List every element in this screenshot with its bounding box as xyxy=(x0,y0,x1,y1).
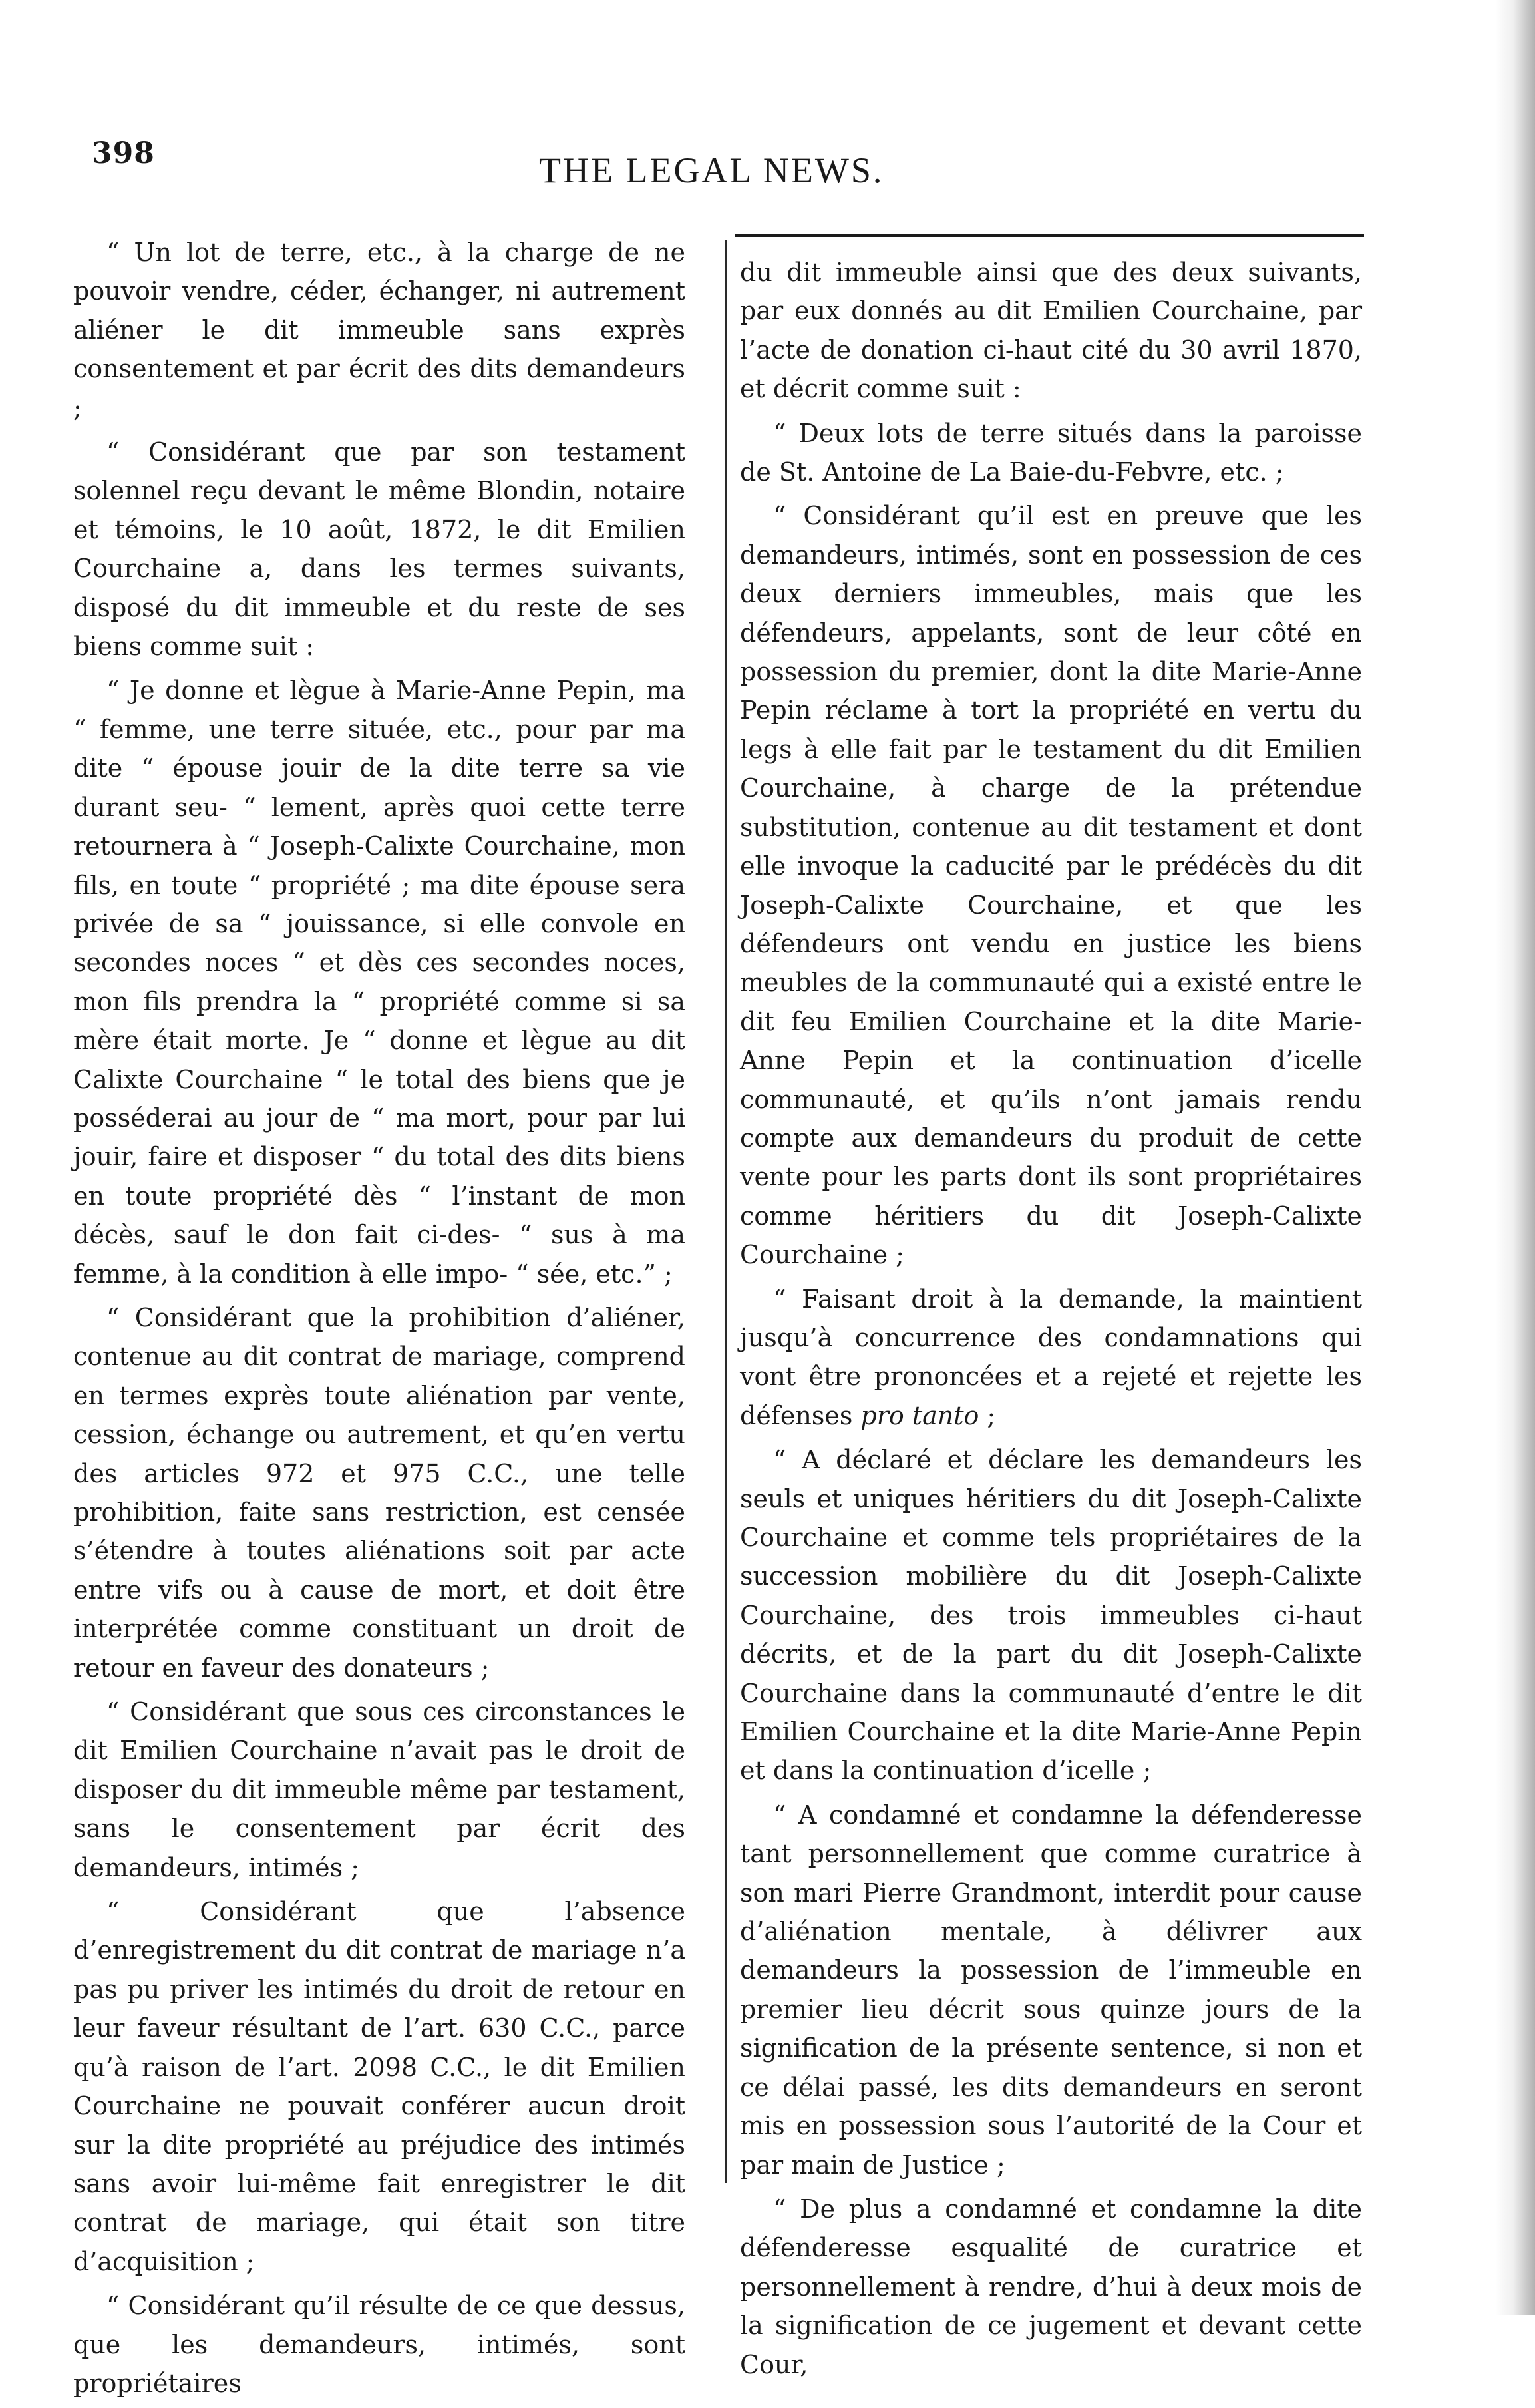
paragraph: “ A condamné et condamne la défenderesse tant personnellement que comme curatrice à son mari Pierre Grandmont, interdit pour cause d’aliénation mentale, à délivrer aux demandeurs la possession de l’immeuble en premier lieu décrit sous quinze jours de la signification de la présente sentence, si non et ce délai passé, les dits demandeurs en seront mis en possession sous l’autorité de la Cour et par main de Justice ; xyxy=(740,1800,1362,2180)
running-title: THE LEGAL NEWS. xyxy=(539,150,884,190)
paragraph: “ Considérant que la prohibition d’aliéner, contenue au dit contrat de mariage, comprend en termes exprès toute aliénation par vente, cession, échange ou autrement, et qu’en vertu des articles 972 et 975 C.C., une telle prohibition, faite sans restriction, est censée s’étendre à toutes aliénations soit par acte entre vifs ou à cause de mort, et doit être interprétée comme constituant un droit de retour en faveur des donateurs ; xyxy=(73,1303,685,1683)
paragraph: “ Considérant qu’il résulte de ce que dessus, que les demandeurs, intimés, sont propriétaires xyxy=(73,2291,685,2398)
right-column xyxy=(740,253,1362,2389)
scan-edge-shadow xyxy=(1495,0,1535,2315)
paragraph: “ Considérant qu’il est en preuve que les demandeurs, intimés, sont en possession de ces deux derniers immeubles, mais que les défendeurs, appelants, sont de leur côté en possession du premier, dont la dite Marie-Anne Pepin réclame à tort la propriété en vertu du legs à elle fait par le testament du dit Emilien Courchaine, à charge de la prétendue substitution, contenue au dit testament et dont elle invoque la caducité par le prédécès du dit Joseph-Calixte Courchaine, et que les défendeurs ont vendu en justice les biens meubles de la communauté qui a existé entre le dit feu Emilien Courchaine et la dite Marie-Anne Pepin et la continuation d’icelle communauté, et qu’ils n’ont jamais rendu compte aux demandeurs du produit de cette vente pour les parts dont ils sont propriétaires comme héritiers du dit Joseph-Calixte Courchaine ; xyxy=(740,501,1362,1270)
paragraph: “ De plus a condamné et condamne la dite défenderesse esqualité de curatrice et personnellement à rendre, d’hui à deux mois de la signification de ce jugement et devant cette Cour, xyxy=(740,2194,1362,2379)
paragraph: “ A déclaré et déclare les demandeurs les seuls et uniques héritiers du dit Joseph-Calixte Courchaine et comme tels propriétaires de la succession mobilière du dit Joseph-Calixte Courchaine, des trois immeubles ci-haut décrits, et de la part du dit Joseph-Calixte Courchaine dans la communauté d’entre le dit Emilien Courchaine et la dite Marie-Anne Pepin et dans la continuation d’icelle ; xyxy=(740,1445,1362,1786)
left-column xyxy=(73,233,685,2408)
continued-paragraph: du dit immeuble ainsi que des deux suivants, par eux donnés au dit Emilien Courchaine, par l’acte de donation ci-haut cité du 30 avril 1870, et décrit comme suit : xyxy=(740,258,1362,404)
paragraph: “ Considérant que l’absence d’enregistrement du dit contrat de mariage n’a pas pu priver les intimés du droit de retour en leur faveur résultant de l’art. 630 C.C., parce qu’à raison de l’art. 2098 C.C., le dit Emilien Courchaine ne pouvait conférer aucun droit sur la dite propriété au préjudice des intimés sans avoir lui-même fait enregistrer le dit contrat de mariage, qui était son titre d’acquisition ; xyxy=(73,1897,685,2276)
pro-tanto-italic: pro tanto xyxy=(860,1400,979,1430)
paragraph: “ Considérant que sous ces circonstances le dit Emilien Courchaine n’avait pas le droit de disposer du dit immeuble même par testament, sans le consentement par écrit des demandeurs, intimés ; xyxy=(73,1697,685,1882)
faisant-end: ; xyxy=(979,1400,996,1430)
quoted-will-paragraph: “ Je donne et lègue à Marie-Anne Pepin, ma “ femme, une terre située, etc., pour par ma dite “ épouse jouir de la dite terre sa vie durant seu- “ lement, après quoi cette terre retournera à “ Joseph-Calixte Courchaine, mon fils, en toute “ propriété ; ma dite épouse sera privée de sa “ jouissance, si elle convole en secondes noces “ et dès ces secondes noces, mon fils prendra la “ propriété comme si sa mère était morte. Je “ donne et lègue au dit Calixte Courchaine “ le total des biens que je posséderai au jour de “ ma mort, pour par lui jouir, faire et disposer “ du total des dits biens en toute propriété dès “ l’instant de mon décès, sauf le don fait ci-des- “ sus à ma femme, à la condition à elle impo- “ sée, etc.” ; xyxy=(73,676,685,1289)
faisant-droit-paragraph xyxy=(740,1280,1362,1436)
header-rule xyxy=(735,234,1364,237)
faisant-text: “ Faisant droit à la demande, la maintient jusqu’à concurrence des condamnations qui vont être prononcées et a rejeté et rejette les défenses xyxy=(740,1284,1362,1430)
paragraph: “ Un lot de terre, etc., à la charge de ne pouvoir vendre, céder, échanger, ni autrement aliéner le dit immeuble sans exprès consentement et par écrit des dits demandeurs ; xyxy=(73,238,685,423)
column-divider xyxy=(725,240,727,2183)
paragraph: “ Deux lots de terre situés dans la paroisse de St. Antoine de La Baie-du-Febvre, etc. ; xyxy=(740,418,1362,487)
page-number: 398 xyxy=(92,136,155,170)
paragraph: “ Considérant que par son testament solennel reçu devant le même Blondin, notaire et témoins, le 10 août, 1872, le dit Emilien Courchaine a, dans les termes suivants, disposé du dit immeuble et du reste de ses biens comme suit : xyxy=(73,437,685,662)
